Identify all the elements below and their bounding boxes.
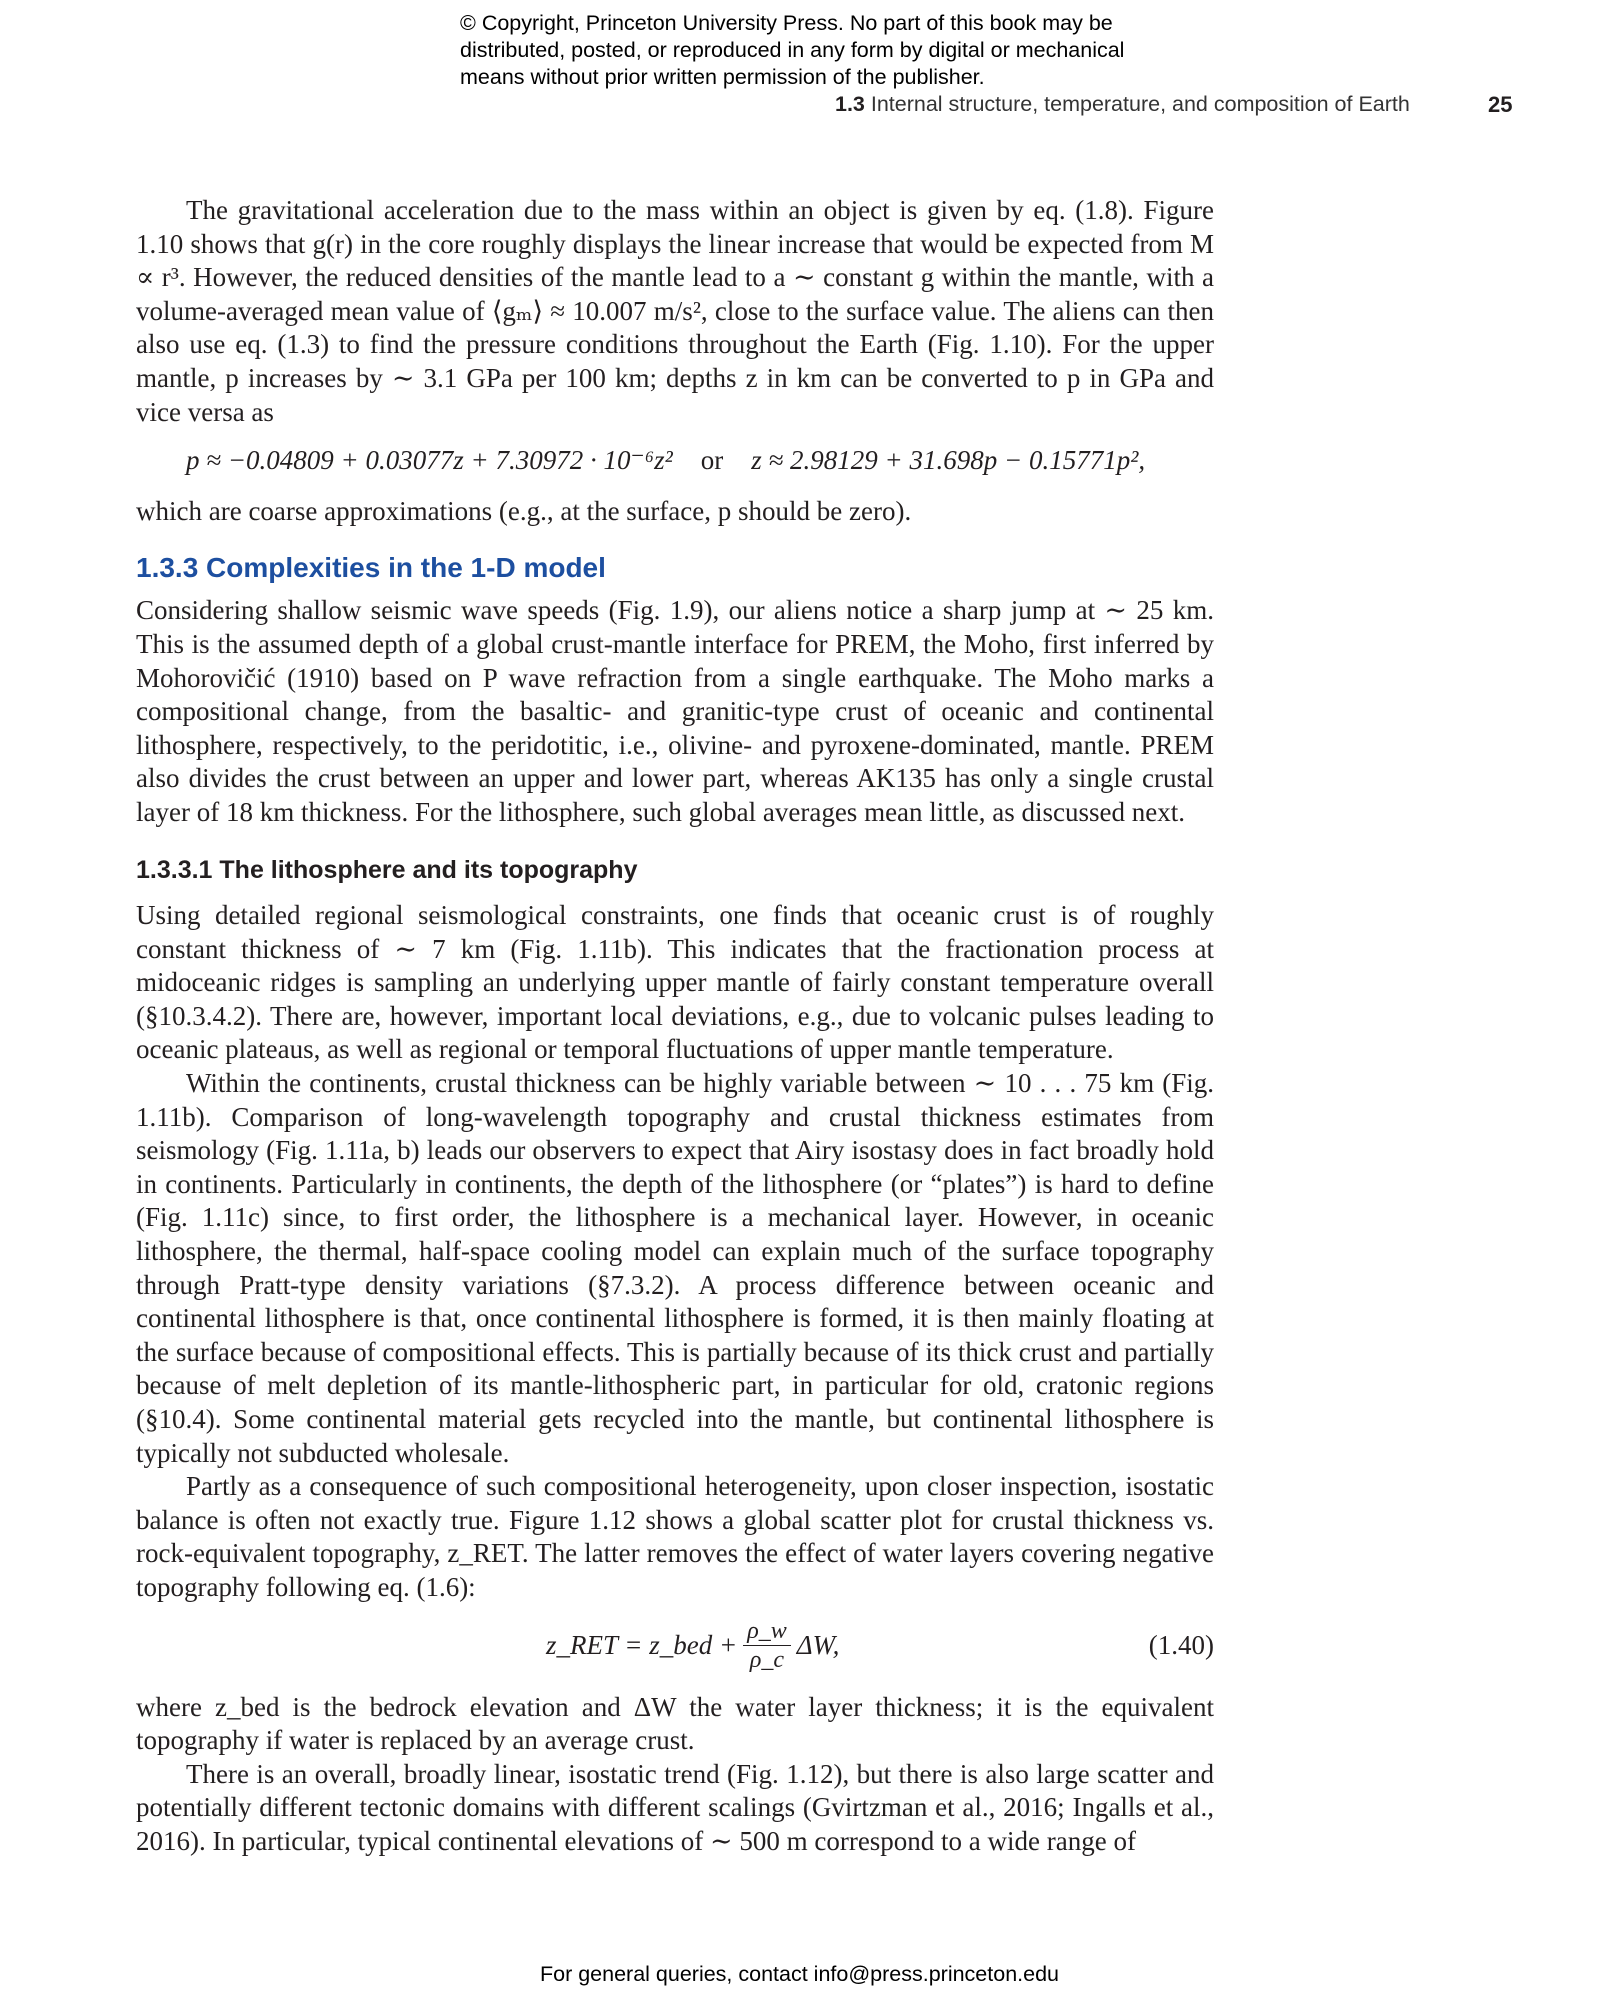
equation-p-of-z: p ≈ −0.04809 + 0.03077z + 7.30972 · 10⁻⁶z² xyxy=(186,445,673,476)
paragraph: There is an overall, broadly linear, isostatic trend (Fig. 1.12), but there is also large scatter and potentially different tectonic domains with different scalings (Gvirtzman et al., 2016; Ingalls et al., 2016). In particular, typical continental elevations of ∼ 500 m correspond to a wide range of xyxy=(136,1758,1214,1856)
copyright-line: distributed, posted, or reproduced in any form by digital or mechanical xyxy=(460,38,1125,62)
footer-contact: For general queries, contact info@press.princeton.edu xyxy=(540,1962,1060,1986)
paragraph: Considering shallow seismic wave speeds (Fig. 1.9), our aliens notice a sharp jump at ∼ 25 km. This is the assumed depth of a global crust-mantle interface for PREM, the Moho, first inferred by Mohorovičić (1910) based on P wave refraction from a single earthquake. The Moho marks a compositional change, from the basaltic- and granitic-type crust of oceanic and continental lithosphere, respectively, to the peridotitic, i.e., olivine- and pyroxene-dominated, mantle. PREM also divides the crust between an upper and lower part, whereas AK135 has only a single crustal layer of 18 km thickness. For the lithosphere, such global averages mean little, as discussed next. xyxy=(136,595,1214,827)
equation-formula xyxy=(546,1617,839,1674)
copyright-line: © Copyright, Princeton University Press. No part of this book may be xyxy=(460,11,1113,35)
running-head-section-number: 1.3 xyxy=(835,92,865,116)
fraction-denominator: ρ_c xyxy=(749,1647,785,1674)
page-number: 25 xyxy=(1488,92,1513,117)
paragraph: where z_bed is the bedrock elevation and ΔW the water layer thickness; it is the equivalent topography if water is replaced by an average crust. xyxy=(136,1691,1214,1756)
equation-z-of-p: z ≈ 2.98129 + 31.698p − 0.15771p², xyxy=(751,445,1146,476)
paragraph: Partly as a consequence of such compositional heterogeneity, upon closer inspection, isostatic balance is often not exactly true. Figure 1.12 shows a global scatter plot for crustal thickness vs. rock-equivalent topography, z_RET. The latter removes the effect of water layers covering negative topography following eq. (1.6): xyxy=(136,1471,1214,1602)
paragraph: The gravitational acceleration due to the mass within an object is given by eq. (1.8). Figure 1.10 shows that g(r) in the core roughly displays the linear increase that would be expected from M ∝ r³. However, the reduced densities of the mantle lead to a ∼ constant g within the mantle, with a volume-averaged mean value of ⟨gₘ⟩ ≈ 10.007 m/s², close to the surface value. The aliens can then also use eq. (1.3) to find the pressure conditions throughout the Earth (Fig. 1.10). For the upper mantle, p increases by ∼ 3.1 GPa per 100 km; depths z in km can be converted to p in GPa and vice versa as xyxy=(136,195,1214,427)
subsection-heading: 1.3.3.1 The lithosphere and its topography xyxy=(136,855,638,884)
paragraph: Using detailed regional seismological constraints, one finds that oceanic crust is of roughly constant thickness of ∼ 7 km (Fig. 1.11b). This indicates that the fractionation process at midoceanic ridges is sampling an underlying upper mantle of fairly constant temperature overall (§10.3.4.2). There are, however, important local deviations, e.g., due to volcanic pulses leading to oceanic plateaus, as well as regional or temporal fluctuations of upper mantle temperature. xyxy=(136,900,1214,1065)
running-head-section-title: Internal structure, temperature, and composition of Earth xyxy=(870,92,1410,116)
page-body xyxy=(136,194,1214,1859)
equation-number: (1.40) xyxy=(1148,1629,1214,1660)
equation-pressure-depth xyxy=(136,433,1214,489)
equation-1-40 xyxy=(136,1605,1214,1687)
copyright-notice xyxy=(460,10,1220,91)
fraction-numerator: ρ_w xyxy=(743,1617,791,1646)
density-fraction xyxy=(743,1617,791,1674)
paragraph: Within the continents, crustal thickness can be highly variable between ∼ 10 . . . 75 km (Fig. 1.11b). Comparison of long-wavelength topography and crustal thickness estimates from seismology (Fig. 1.11a, b) leads our observers to expect that Airy isostasy does in fact broadly hold in continents. Particularly in continents, the depth of the lithosphere (or “plates”) is hard to define (Fig. 1.11c) since, to first order, the lithosphere is a mechanical layer. However, in oceanic lithosphere, the thermal, half-space cooling model can explain much of the surface topography through Pratt-type density variations (§7.3.2). A process difference between oceanic and continental lithosphere is that, once continental lithosphere is formed, it is then mainly floating at the surface because of compositional effects. This is partially because of its thick crust and partially because of melt depletion of its mantle-lithospheric part, in particular for old, cratonic regions (§10.4). Some continental material gets recycled into the mantle, but continental lithosphere is typically not subducted wholesale. xyxy=(136,1068,1214,1468)
running-head xyxy=(835,92,1410,117)
equation-or: or xyxy=(700,445,724,476)
paragraph: which are coarse approximations (e.g., at the surface, p should be zero). xyxy=(136,496,912,527)
equation-lhs: z_RET = z_bed + xyxy=(546,1629,738,1660)
section-heading: 1.3.3 Complexities in the 1-D model xyxy=(136,551,606,583)
equation-rhs: ΔW, xyxy=(796,1629,840,1660)
copyright-line: means without prior written permission of the publisher. xyxy=(460,65,985,89)
